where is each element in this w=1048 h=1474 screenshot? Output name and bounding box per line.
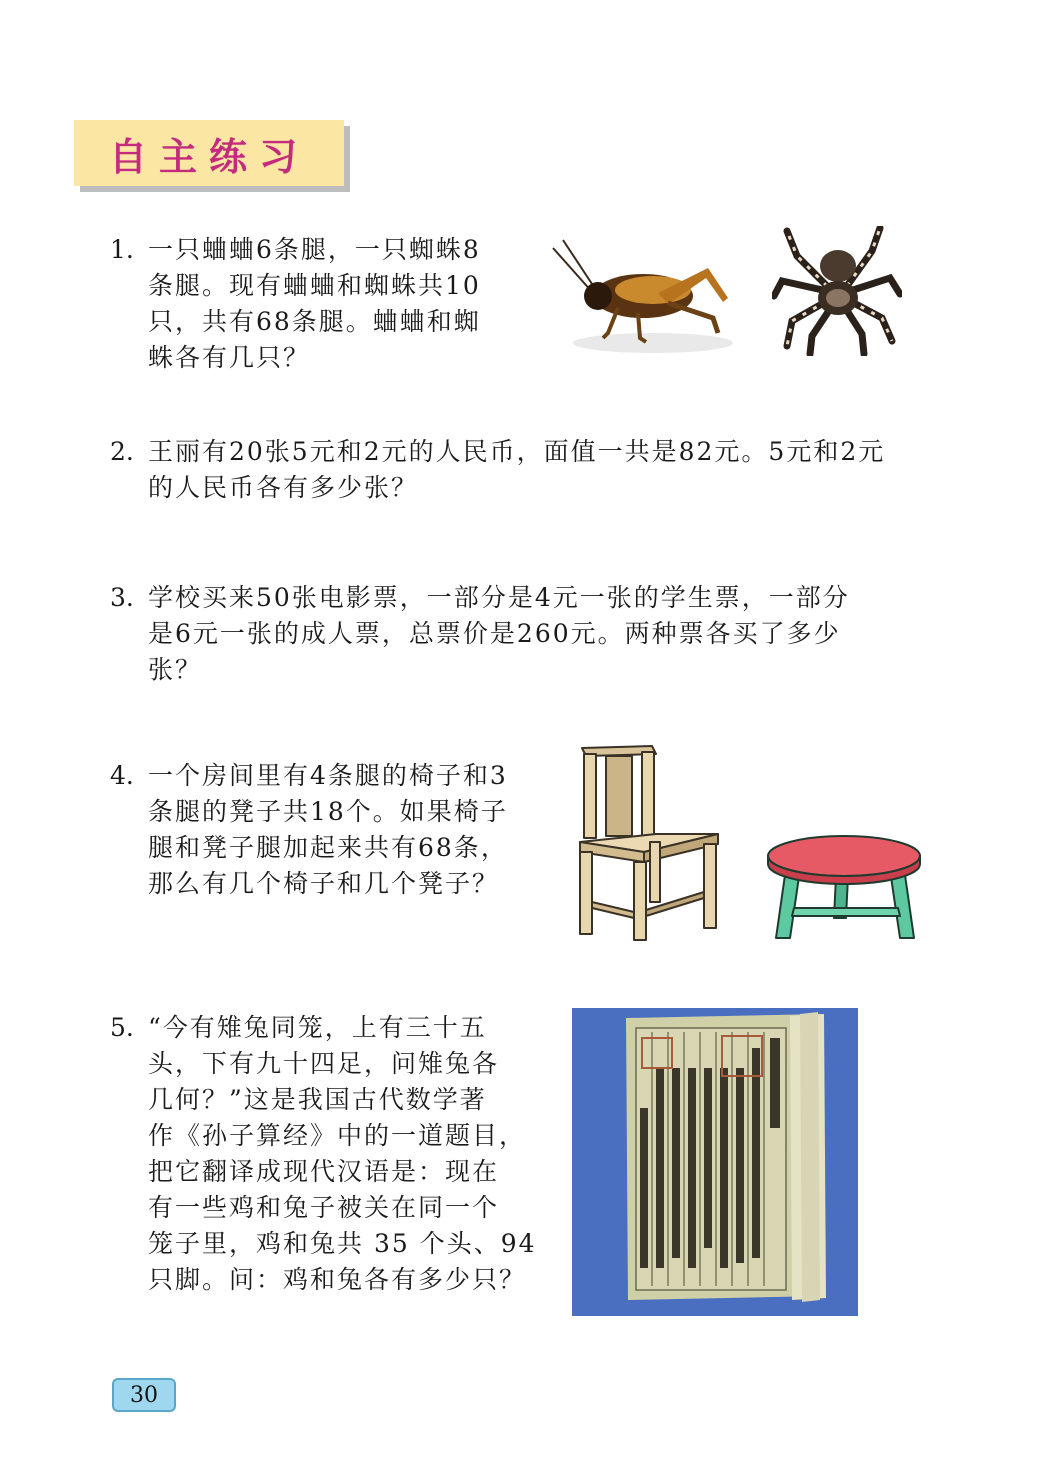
problem-text <box>148 758 508 902</box>
problem-number: 2. <box>110 437 134 466</box>
problem-text <box>148 232 481 376</box>
problem-line: 王丽有20张5元和2元的人民币，面值一共是82元。5元和2元 <box>148 437 886 466</box>
problem-line: 是6元一张的成人票，总票价是260元。两种票各买了多少 <box>148 619 841 648</box>
problem-line: 腿和凳子腿加起来共有68条， <box>148 833 508 862</box>
problem-number: 1. <box>110 235 134 264</box>
stool-illustration <box>766 830 924 942</box>
problem-line: 把它翻译成现代汉语是：现在 <box>148 1157 500 1186</box>
ancient-book-photo <box>572 1008 858 1316</box>
problem-line: 头，下有九十四足，问雉兔各 <box>148 1049 500 1078</box>
problem-line: “今有雉兔同笼，上有三十五 <box>148 1013 487 1042</box>
problem-line: 蛛各有几只？ <box>148 343 311 372</box>
problem-line: 的人民币各有多少张？ <box>148 473 419 502</box>
problem-line: 张？ <box>148 655 203 684</box>
problem-line: 一个房间里有4条腿的椅子和3 <box>148 761 508 790</box>
problem-line: 作《孙子算经》中的一道题目， <box>148 1121 527 1150</box>
chair-illustration <box>572 742 724 942</box>
spider-image <box>772 226 902 356</box>
problem-text <box>148 1010 537 1298</box>
problem-line: 只，共有68条腿。蛐蛐和蜘 <box>148 307 481 336</box>
page-number: 30 <box>112 1378 176 1412</box>
problem-number: 4. <box>110 761 134 790</box>
problem-line: 那么有几个椅子和几个凳子？ <box>148 869 500 898</box>
problem-line: 只脚。问：鸡和兔各有多少只？ <box>148 1265 527 1294</box>
problem-number: 5. <box>110 1013 134 1042</box>
problem-4 <box>110 758 550 908</box>
problem-3 <box>110 580 930 690</box>
cricket-image <box>548 238 738 358</box>
problem-line: 笼子里，鸡和兔共 35 个头、94 <box>148 1229 537 1258</box>
problem-text <box>148 580 850 688</box>
problem-line: 一只蛐蛐6条腿，一只蜘蛛8 <box>148 235 481 264</box>
problem-5 <box>110 1010 560 1300</box>
problem-2 <box>110 434 930 514</box>
section-title: 自主练习 <box>108 134 309 179</box>
problem-line: 条腿。现有蛐蛐和蜘蛛共10 <box>148 271 481 300</box>
problem-1 <box>110 232 540 382</box>
section-header <box>74 120 344 186</box>
problem-line: 几何？”这是我国古代数学著 <box>148 1085 487 1114</box>
problem-line: 学校买来50张电影票，一部分是4元一张的学生票，一部分 <box>148 583 850 612</box>
problem-line: 条腿的凳子共18个。如果椅子 <box>148 797 508 826</box>
problem-line: 有一些鸡和兔子被关在同一个 <box>148 1193 500 1222</box>
problem-number: 3. <box>110 583 134 612</box>
problem-text <box>148 434 885 506</box>
